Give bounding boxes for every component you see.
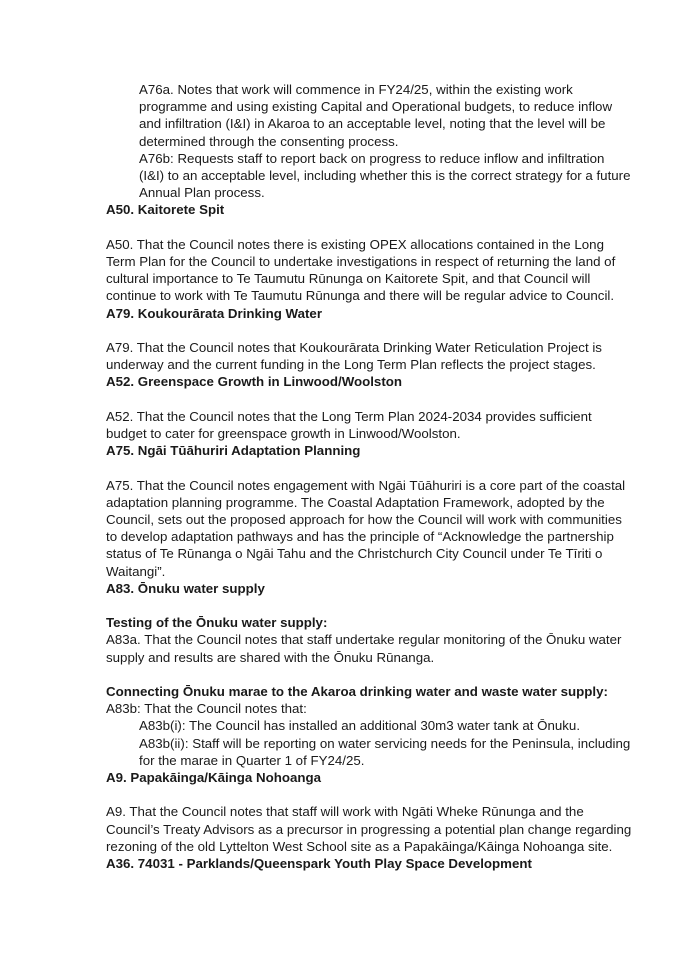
a75-paragraph: A75. That the Council notes engagement with Ngāi Tūāhuriri is a core part of the coastal adaptation planning programme. The Coastal Adaptation Framework, adopted by the Council, sets out the proposed approach for how the Council will work with communities to develop adaptation pathways and has the principle of “Acknowledge the partnership status of Te Rūnanga o Ngāi Tahu and the Christchurch City Council under Te Tīriti o Waitangi”. xyxy=(106,477,626,579)
a76b-paragraph: A76b: Requests staff to report back on progress to reduce inflow and infiltration (I&I) to an acceptable level, including whether this is the correct strategy for a future Annual Plan process. xyxy=(139,150,631,201)
a79-paragraph: A79. That the Council notes that Koukourārata Drinking Water Reticulation Project is underway and the current funding in the Long Term Plan reflects the project stages. xyxy=(106,340,602,373)
a83-heading: A83. Ōnuku water supply xyxy=(106,580,265,596)
a50-paragraph: A50. That the Council notes there is existing OPEX allocations contained in the Long Term Plan for the Council to undertake investigations in respect of returning the land of cultural importance to Te Taumutu Rūnunga on Kaitorete Spit, and that Council will continue to work with Te Taumutu Rūnunga and there will be regular advice to Council. xyxy=(106,236,616,304)
a52-paragraph: A52. That the Council notes that the Long Term Plan 2024-2034 provides sufficient budget to cater for greenspace growth in Linwood/Woolston. xyxy=(106,408,592,442)
a83-connecting-subheading: Connecting Ōnuku marae to the Akaroa drinking water and waste water supply: xyxy=(106,684,608,700)
a79-heading: A79. Koukourārata Drinking Water xyxy=(106,305,322,321)
a9-paragraph: A9. That the Council notes that staff will work with Ngāti Wheke Rūnunga and the Council’s Treaty Advisors as a precursor in progressing a potential plan change regarding rezoning of the old Lyttelton West School site as a Papakāinga/Kāinga Nohoanga site. xyxy=(106,804,632,854)
a75-heading: A75. Ngāi Tūāhuriri Adaptation Planning xyxy=(106,443,361,459)
a83a-paragraph: A83a. That the Council notes that staff undertake regular monitoring of the Ōnuku water supply and results are shared with the Ōnuku Rūnanga. xyxy=(106,632,622,665)
a83b-i-paragraph: A83b(i): The Council has installed an additional 30m3 water tank at Ōnuku. xyxy=(139,718,581,734)
a52-heading: A52. Greenspace Growth in Linwood/Woolston xyxy=(106,374,403,390)
a83b-paragraph: A83b: That the Council notes that: xyxy=(106,701,307,717)
a50-heading: A50. Kaitorete Spit xyxy=(106,202,225,218)
a76a-paragraph: A76a. Notes that work will commence in FY24/25, within the existing work programme and using existing Capital and Operational budgets, to reduce inflow and infiltration (I&I) in Akaroa to an acceptable level, noting that the level will be determined through the consenting process. xyxy=(139,82,613,149)
a36-heading: A36. 74031 - Parklands/Queenspark Youth Play Space Development xyxy=(106,856,532,872)
a83-testing-subheading: Testing of the Ōnuku water supply: xyxy=(106,615,328,631)
a9-heading: A9. Papakāinga/Kāinga Nohoanga xyxy=(106,770,322,786)
a83b-ii-paragraph: A83b(ii): Staff will be reporting on water servicing needs for the Peninsula, including for the marae in Quarter 1 of FY24/25. xyxy=(139,735,631,768)
